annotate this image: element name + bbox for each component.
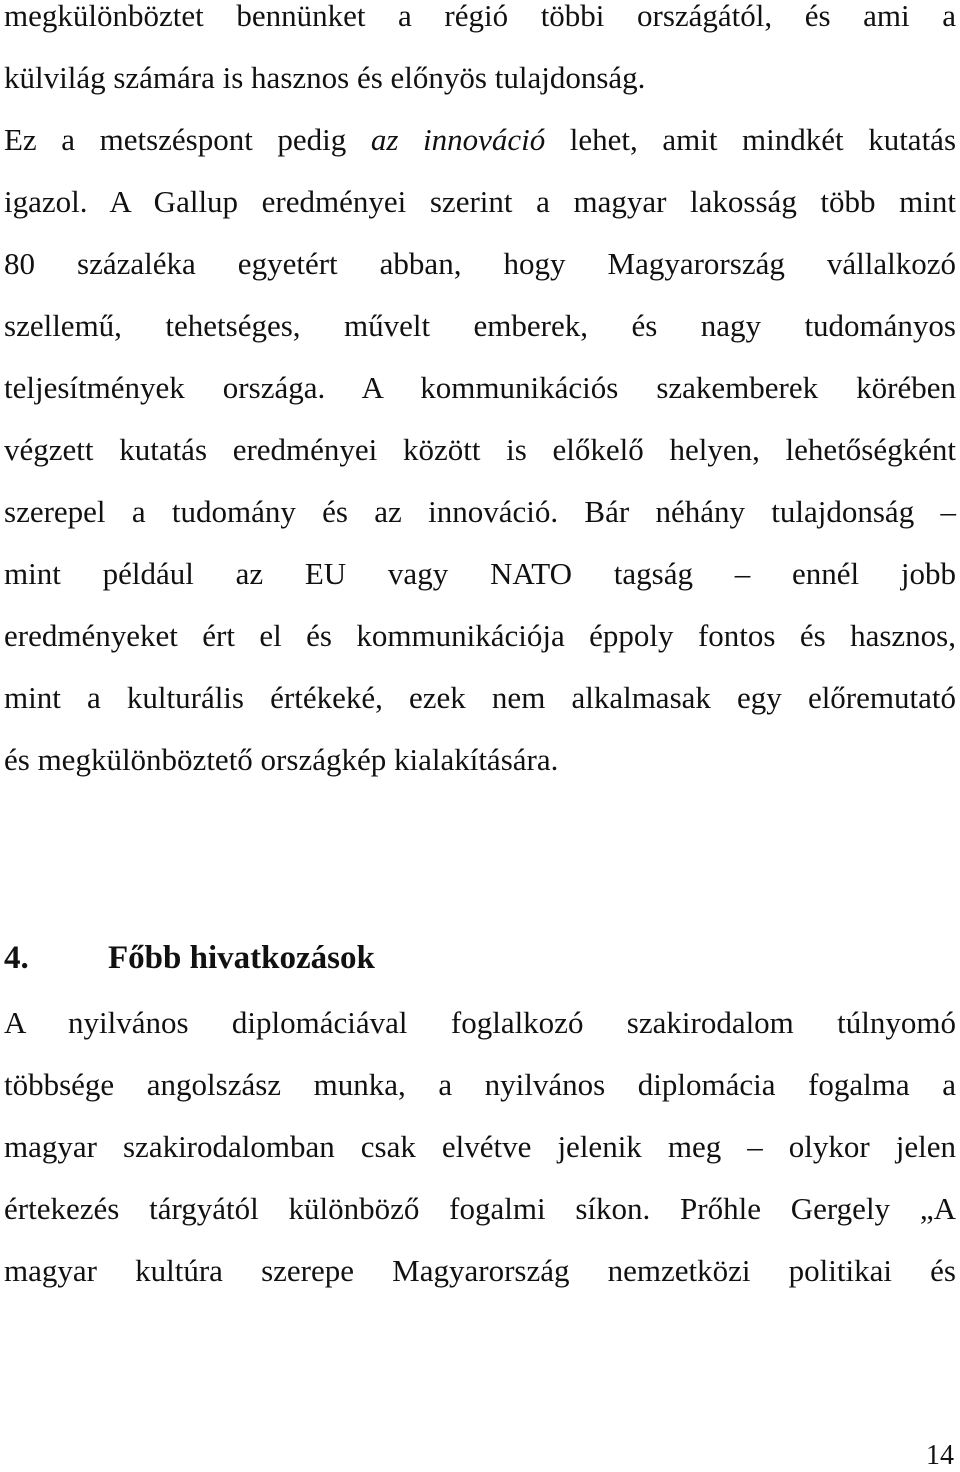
text-line: eredményeket ért el és kommunikációja éppoly fontos és hasznos, [4, 618, 956, 653]
text-fragment: lehet, amit mindkét kutatás [545, 122, 957, 157]
text-line: teljesítmények országa. A kommunikációs szakemberek körében [4, 370, 956, 405]
text-line: 80 százaléka egyetért abban, hogy Magyarország vállalkozó [4, 246, 956, 281]
text-line: igazol. A Gallup eredményei szerint a magyar lakosság több mint [4, 184, 956, 219]
emphasized-term: az innováció [370, 122, 546, 157]
text-line: többsége angolszász munka, a nyilvános diplomácia fogalma a [4, 1067, 956, 1102]
body-paragraph [4, 0, 956, 791]
text-line: és megkülönböztető országkép kialakítására. [4, 742, 559, 777]
text-line: mint a kulturális értékeké, ezek nem alkalmasak egy előremutató [4, 680, 956, 715]
section-number: 4. [4, 940, 29, 976]
text-line: külvilág számára is hasznos és előnyös tulajdonság. [4, 60, 646, 95]
page-number: 14 [926, 1440, 954, 1471]
text-line: megkülönböztet bennünket a régió többi országától, és ami a [4, 0, 956, 33]
text-fragment: Ez a metszéspont pedig [4, 122, 371, 157]
body-paragraph [4, 992, 956, 1302]
text-line: magyar szakirodalomban csak elvétve jelenik meg – olykor jelen [4, 1129, 956, 1164]
text-line: értekezés tárgyától különböző fogalmi síkon. Prőhle Gergely „A [4, 1191, 956, 1226]
text-line: végzett kutatás eredményei között is előkelő helyen, lehetőségként [4, 432, 956, 467]
section-heading [4, 934, 956, 982]
text-line: szerepel a tudomány és az innováció. Bár néhány tulajdonság – [4, 494, 956, 529]
text-line: mint például az EU vagy NATO tagság – ennél jobb [4, 556, 956, 591]
section-title: Főbb hivatkozások [108, 940, 375, 976]
text-line: szellemű, tehetséges, művelt emberek, és nagy tudományos [4, 308, 956, 343]
text-line-with-emphasis [4, 109, 956, 171]
document-page [4, 0, 956, 1472]
text-line: magyar kultúra szerepe Magyarország nemzetközi politikai és [4, 1253, 956, 1288]
text-line: A nyilvános diplomáciával foglalkozó szakirodalom túlnyomó [4, 1005, 956, 1040]
